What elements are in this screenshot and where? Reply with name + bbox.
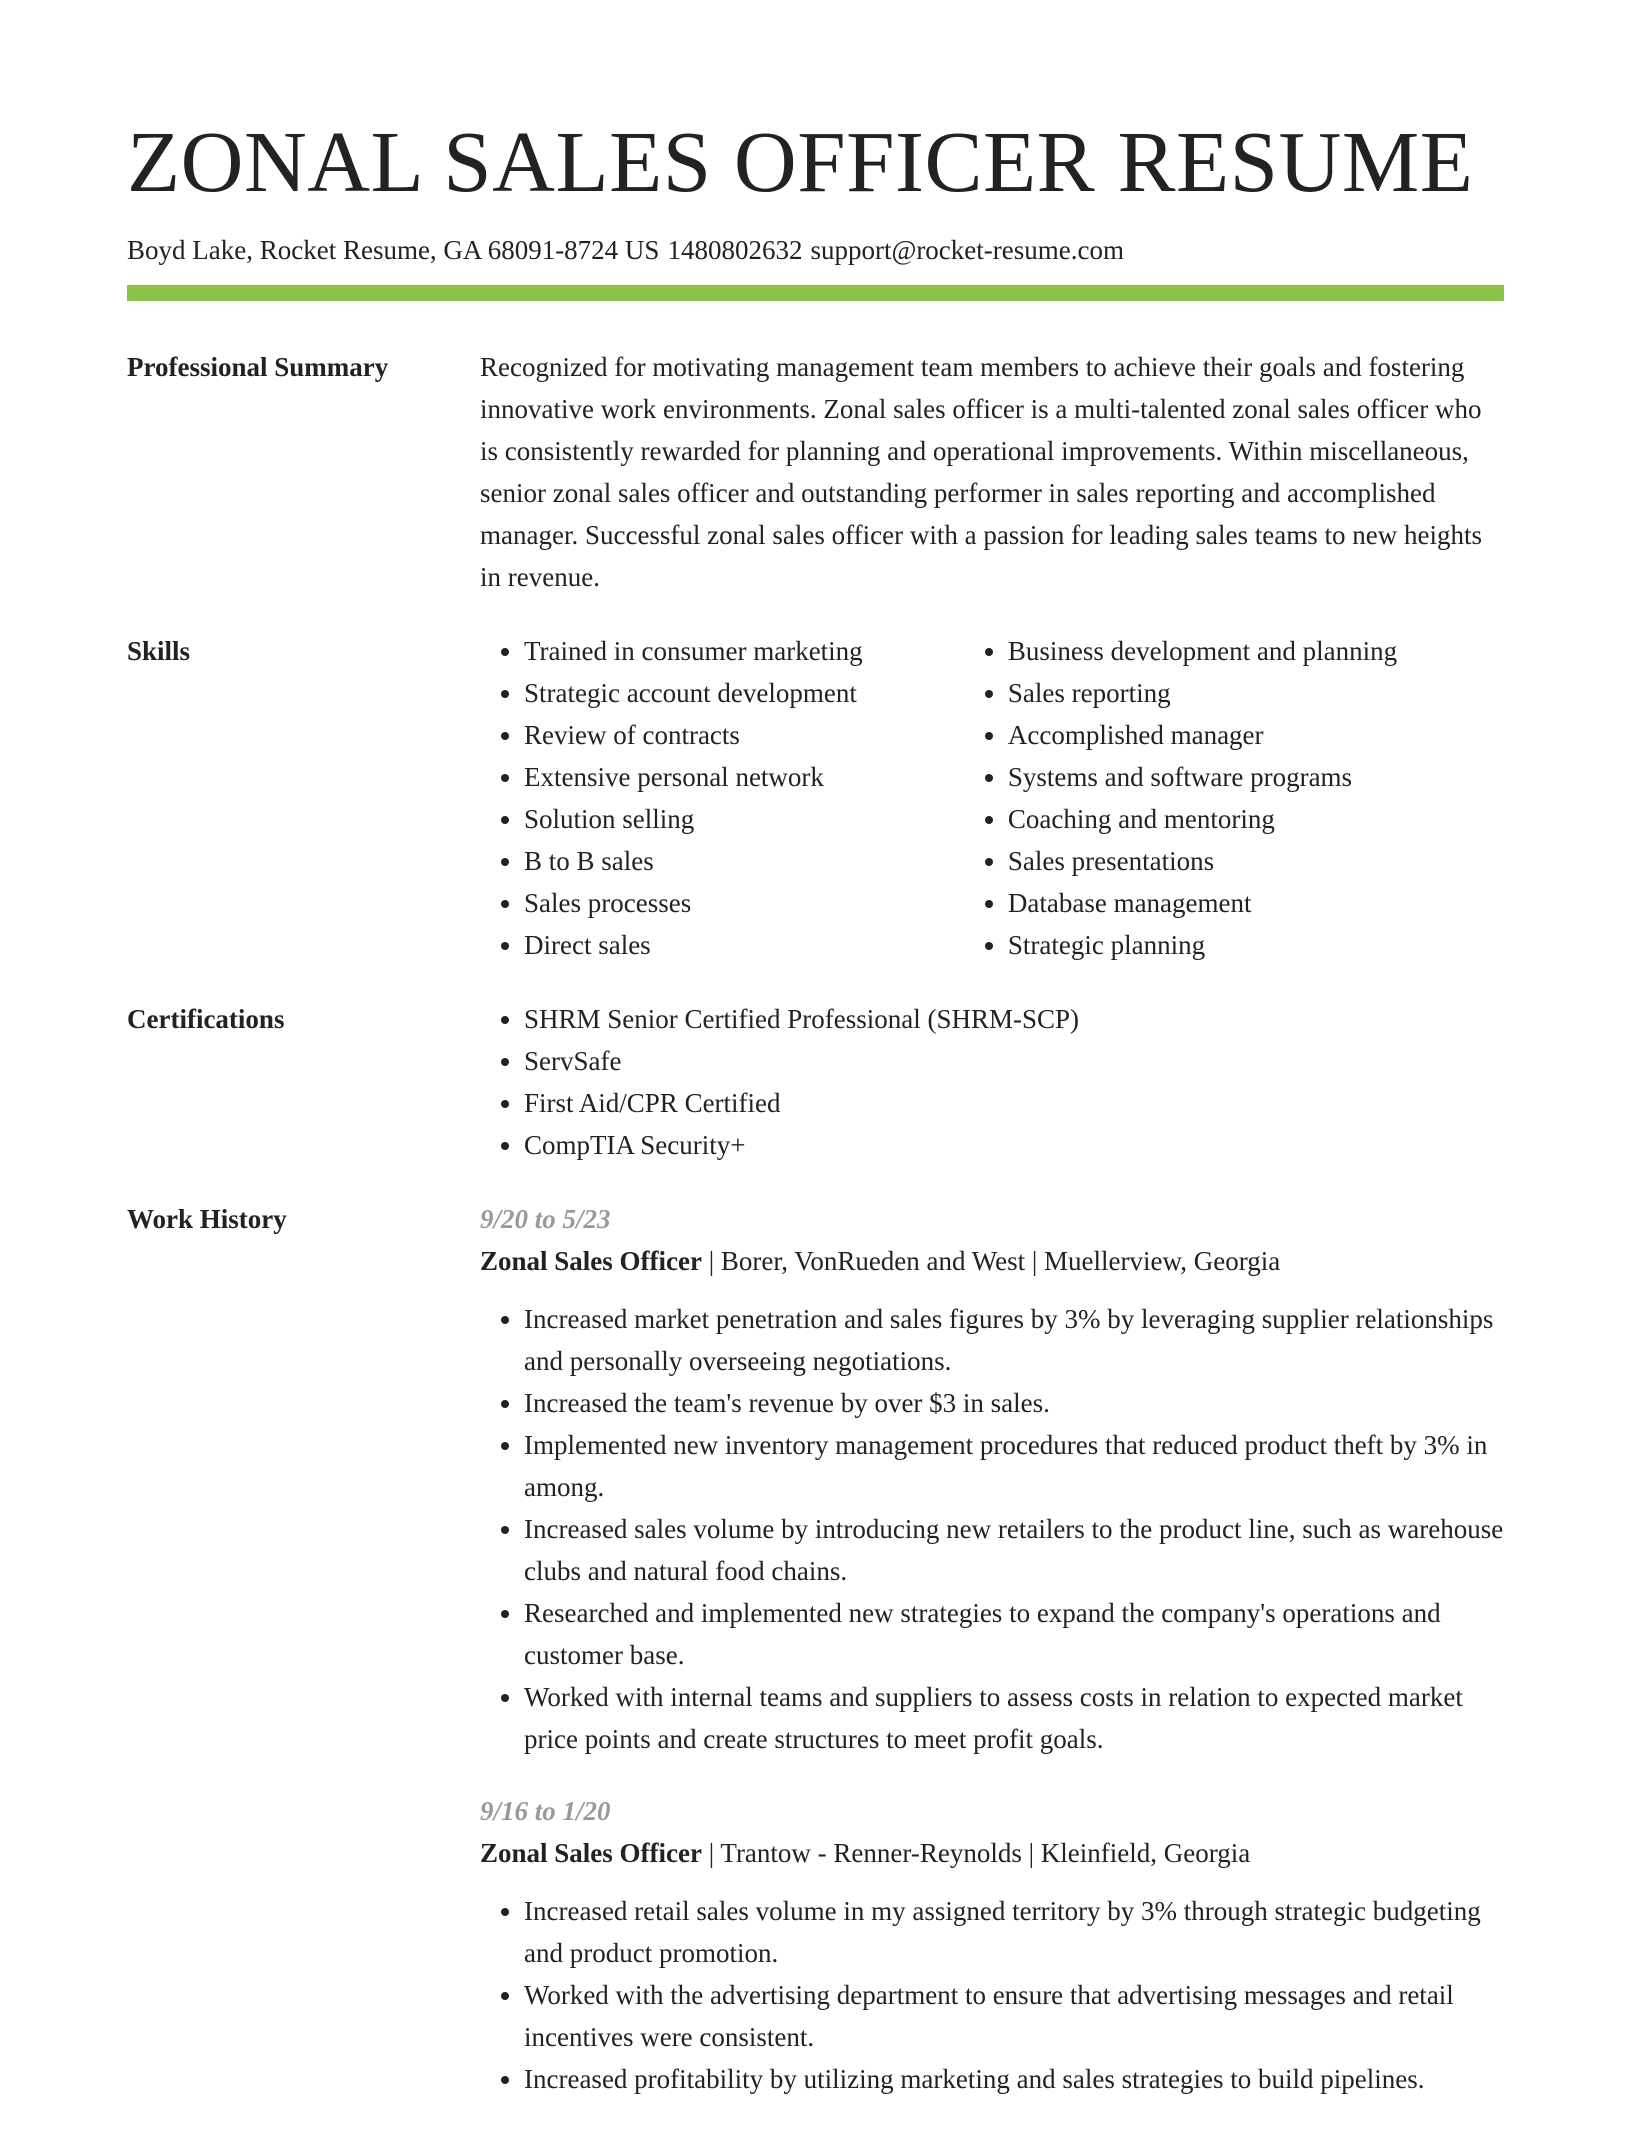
skill-item: • Trained in consumer marketing bbox=[524, 630, 963, 672]
skill-item: • Extensive personal network bbox=[524, 756, 963, 798]
job-bullet: • Researched and implemented new strategies to expand the company's operations and customer base. bbox=[524, 1592, 1504, 1676]
skill-item: • Coaching and mentoring bbox=[1008, 798, 1504, 840]
work-history-label: Work History bbox=[127, 1204, 287, 1234]
summary-body bbox=[480, 346, 1504, 598]
job-location: | Kleinfield, Georgia bbox=[1021, 1838, 1251, 1868]
certifications-list bbox=[480, 998, 1504, 1166]
job-bullet: • Increased market penetration and sales figures by 3% by leveraging supplier relationships and personally overseeing negotiations. bbox=[524, 1298, 1504, 1382]
certification-item: • SHRM Senior Certified Professional (SHRM-SCP) bbox=[524, 998, 1504, 1040]
summary-label: Professional Summary bbox=[127, 352, 389, 382]
skill-item: • Database management bbox=[1008, 882, 1504, 924]
job-heading bbox=[480, 1240, 1504, 1282]
certifications-label: Certifications bbox=[127, 1004, 285, 1034]
job-bullets bbox=[480, 1890, 1504, 2100]
job-company: | Borer, VonRueden and West bbox=[701, 1246, 1026, 1276]
skill-item: • Strategic account development bbox=[524, 672, 963, 714]
certification-item: • CompTIA Security+ bbox=[524, 1124, 1504, 1166]
job-bullet: • Worked with the advertising department to ensure that advertising messages and retail incentives were consistent. bbox=[524, 1974, 1504, 2058]
skill-item: • Solution selling bbox=[524, 798, 963, 840]
skills-list-left bbox=[480, 630, 963, 966]
job-entry bbox=[480, 1790, 1504, 2100]
resume-title: ZONAL SALES OFFICER RESUME bbox=[127, 113, 1474, 210]
job-heading bbox=[480, 1832, 1504, 1874]
contact-phone: 1480802632 bbox=[667, 235, 803, 265]
skill-item: • Strategic planning bbox=[1008, 924, 1504, 966]
skills-label: Skills bbox=[127, 636, 191, 666]
skill-item: • Sales reporting bbox=[1008, 672, 1504, 714]
contact-address: Boyd Lake, Rocket Resume, GA 68091-8724 US bbox=[127, 235, 660, 265]
job-location: | Muellerview, Georgia bbox=[1025, 1246, 1281, 1276]
job-company: | Trantow - Renner-Reynolds bbox=[701, 1838, 1022, 1868]
job-bullet: • Increased profitability by utilizing marketing and sales strategies to build pipelines. bbox=[524, 2058, 1504, 2100]
job-bullet: • Increased the team's revenue by over $3 in sales. bbox=[524, 1382, 1504, 1424]
certifications-body bbox=[480, 998, 1504, 1166]
job-bullet: • Implemented new inventory management procedures that reduced product theft by 3% in among. bbox=[524, 1424, 1504, 1508]
job-dates: 9/16 to 1/20 bbox=[480, 1796, 611, 1826]
skill-item: • Sales presentations bbox=[1008, 840, 1504, 882]
skill-item: • B to B sales bbox=[524, 840, 963, 882]
skills-list-right bbox=[963, 630, 1504, 966]
job-bullet: • Increased retail sales volume in my assigned territory by 3% through strategic budgeting and product promotion. bbox=[524, 1890, 1504, 1974]
contact-line bbox=[127, 233, 1124, 267]
work-history-body bbox=[480, 1198, 1504, 2130]
skill-item: • Sales processes bbox=[524, 882, 963, 924]
skill-item: • Review of contracts bbox=[524, 714, 963, 756]
skill-item: • Direct sales bbox=[524, 924, 963, 966]
contact-email: support@rocket-resume.com bbox=[810, 235, 1124, 265]
skill-item: • Accomplished manager bbox=[1008, 714, 1504, 756]
skills-body bbox=[480, 630, 1504, 966]
skill-item: • Systems and software programs bbox=[1008, 756, 1504, 798]
certification-item: • First Aid/CPR Certified bbox=[524, 1082, 1504, 1124]
header-divider bbox=[127, 285, 1504, 301]
job-title: Zonal Sales Officer bbox=[480, 1838, 702, 1868]
summary-text: Recognized for motivating management team members to achieve their goals and fostering innovative work environments. Zonal sales officer is a multi-talented zonal sales officer who is consistently rewarded for planning and operational improvements. Within miscellaneous, senior zonal sales officer and outstanding performer in sales reporting and accomplished manager. Successful zonal sales officer with a passion for leading sales teams to new heights in revenue. bbox=[480, 352, 1482, 592]
job-title: Zonal Sales Officer bbox=[480, 1246, 702, 1276]
certification-item: • ServSafe bbox=[524, 1040, 1504, 1082]
job-bullet: • Increased sales volume by introducing new retailers to the product line, such as warehouse clubs and natural food chains. bbox=[524, 1508, 1504, 1592]
job-dates: 9/20 to 5/23 bbox=[480, 1204, 611, 1234]
job-bullet: • Worked with internal teams and suppliers to assess costs in relation to expected market price points and create structures to meet profit goals. bbox=[524, 1676, 1504, 1760]
skill-item: • Business development and planning bbox=[1008, 630, 1504, 672]
job-bullets bbox=[480, 1298, 1504, 1760]
job-entry bbox=[480, 1198, 1504, 1760]
